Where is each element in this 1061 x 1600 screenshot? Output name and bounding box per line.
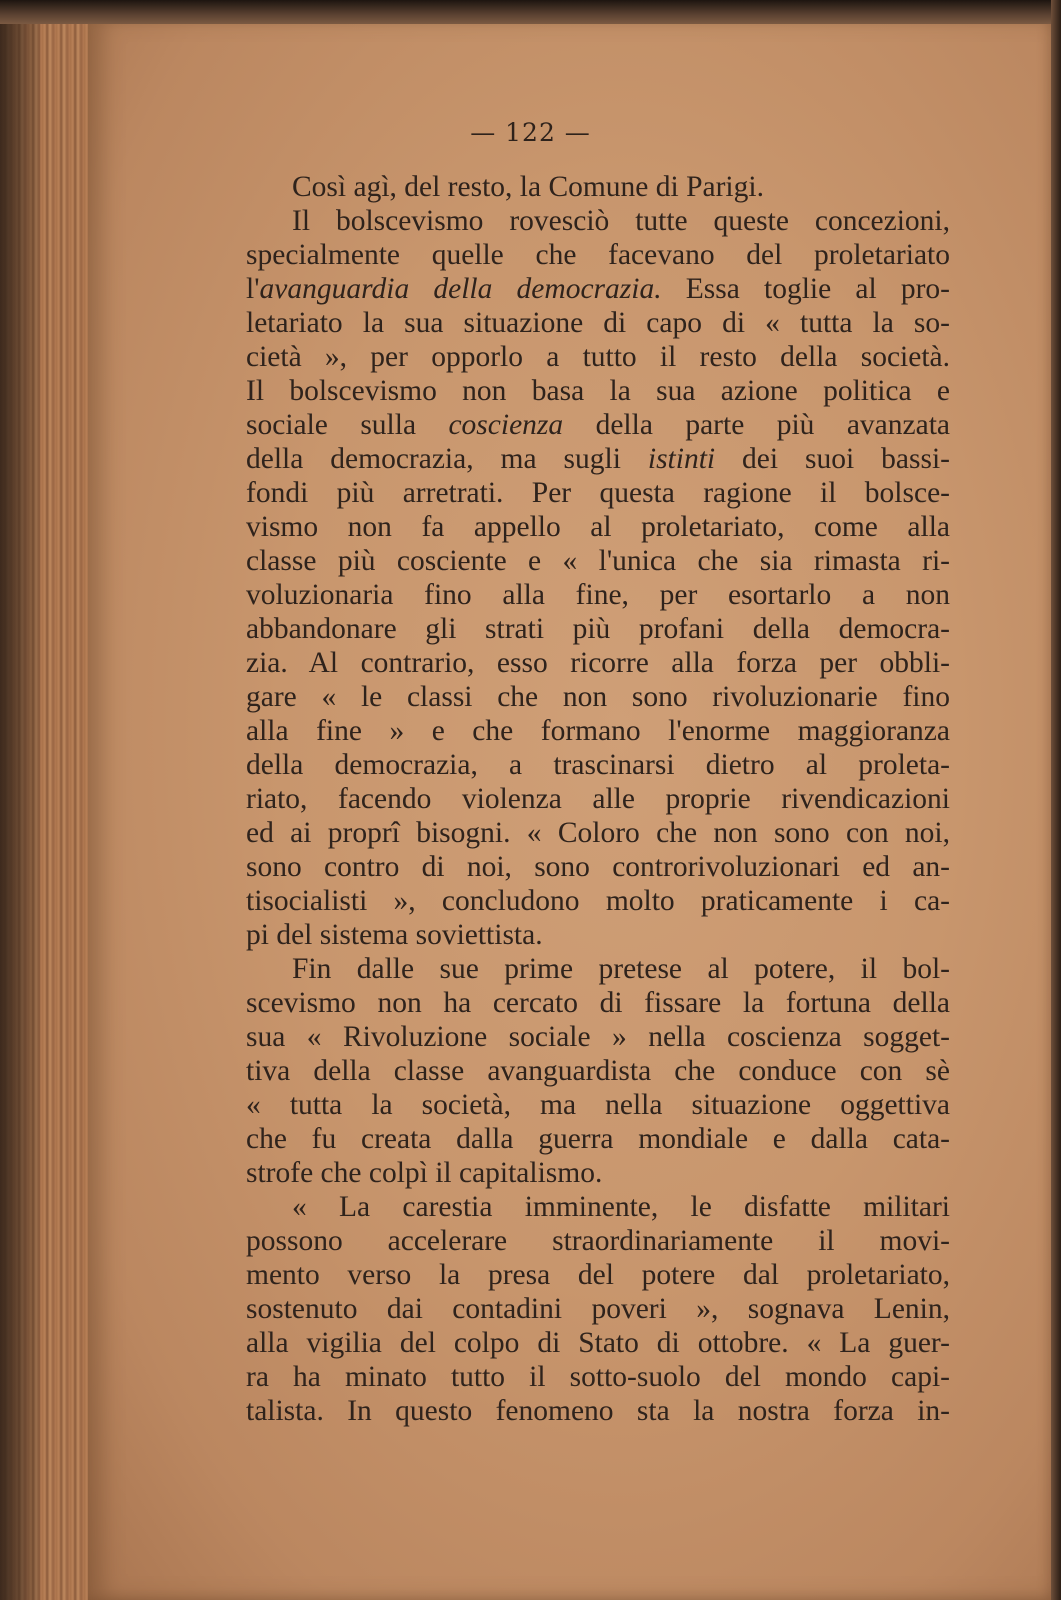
text-line: strofe che colpì il capitalismo. [246, 1157, 603, 1189]
text-line: che fu creata dalla guerra mondiale e dalla cata- [246, 1123, 950, 1155]
text-line [246, 272, 950, 306]
text-line: « tutta la società, ma nella situazione oggettiva [246, 1089, 950, 1121]
text-line: abbandonare gli strati più profani della democra- [246, 613, 950, 645]
right-edge [1051, 0, 1061, 1600]
text-line: letariato la sua situazione di capo di « tutta la so- [246, 307, 950, 339]
text-line [246, 408, 950, 442]
text-line: zia. Al contrario, esso ricorre alla forza per obbli- [246, 647, 950, 679]
text-line: pi del sistema soviettista. [246, 919, 543, 951]
text-line: « La carestia imminente, le disfatte militari [292, 1191, 950, 1223]
top-edge [0, 0, 1061, 24]
text-run: l' [246, 273, 260, 305]
text-line: mento verso la presa del potere dal proletariato, [246, 1259, 950, 1291]
text-line: gare « le classi che non sono rivoluzionarie fino [246, 681, 950, 713]
text-line: Il bolscevismo non basa la sua azione politica e [246, 375, 950, 407]
text-line: Così agì, del resto, la Comune di Parigi. [292, 171, 764, 203]
text-line [246, 442, 950, 476]
text-line: Fin dalle sue prime pretese al potere, il bol- [292, 953, 950, 985]
text-line: fondi più arretrati. Per questa ragione il bolsce- [246, 477, 950, 509]
text-line: alla vigilia del colpo di Stato di ottobre. « La guer- [246, 1327, 950, 1359]
text-line: vismo non fa appello al proletariato, come alla [246, 511, 950, 543]
text-line: possono accelerare straordinariamente il movi- [246, 1225, 950, 1257]
text-line: ed ai proprî bisogni. « Coloro che non sono con noi, [246, 817, 950, 849]
text-line: tisocialisti », concludono molto praticamente i ca- [246, 885, 950, 917]
text-line: cietà », per opporlo a tutto il resto della società. [246, 341, 950, 373]
text-line: Il bolscevismo rovesciò tutte queste concezioni, [292, 205, 950, 237]
text-line: specialmente quelle che facevano del proletariato [246, 239, 950, 271]
text-line: talista. In questo fenomeno sta la nostra forza in- [246, 1395, 950, 1427]
text-line: sua « Rivoluzione sociale » nella coscienza sogget- [246, 1021, 950, 1053]
italic-text: istinti [647, 443, 716, 475]
text-line: ra ha minato tutto il sotto-suolo del mondo capi- [246, 1361, 950, 1393]
text-line: della democrazia, a trascinarsi dietro al proleta- [246, 749, 950, 781]
italic-text: avanguardia della democrazia. [259, 273, 662, 305]
text-run: Essa toglie al pro- [661, 273, 950, 305]
text-run: della democrazia, ma sugli [246, 443, 648, 475]
text-line: scevismo non ha cercato di fissare la fortuna della [246, 987, 950, 1019]
text-run: dei suoi bassi- [715, 443, 950, 475]
page-number: — 122 — [470, 118, 591, 147]
italic-text: coscienza [448, 409, 564, 441]
text-line: tiva della classe avanguardista che conduce con sè [246, 1055, 950, 1087]
text-line: classe più cosciente e « l'unica che sia rimasta ri- [246, 545, 950, 577]
text-line: alla fine » e che formano l'enorme maggioranza [246, 715, 950, 747]
text-line: sono contro di noi, sono controrivoluzionari ed an- [246, 851, 950, 883]
text-line: sostenuto dai contadini poveri », sognava Lenin, [246, 1293, 950, 1325]
text-line: voluzionaria fino alla fine, per esortarlo a non [246, 579, 950, 611]
text-run: sociale sulla [246, 409, 449, 441]
body-text [246, 170, 950, 1428]
text-run: della parte più avanzata [563, 409, 950, 441]
page-stack-shadow [0, 22, 40, 1600]
text-line: riato, facendo violenza alle proprie rivendicazioni [246, 783, 950, 815]
